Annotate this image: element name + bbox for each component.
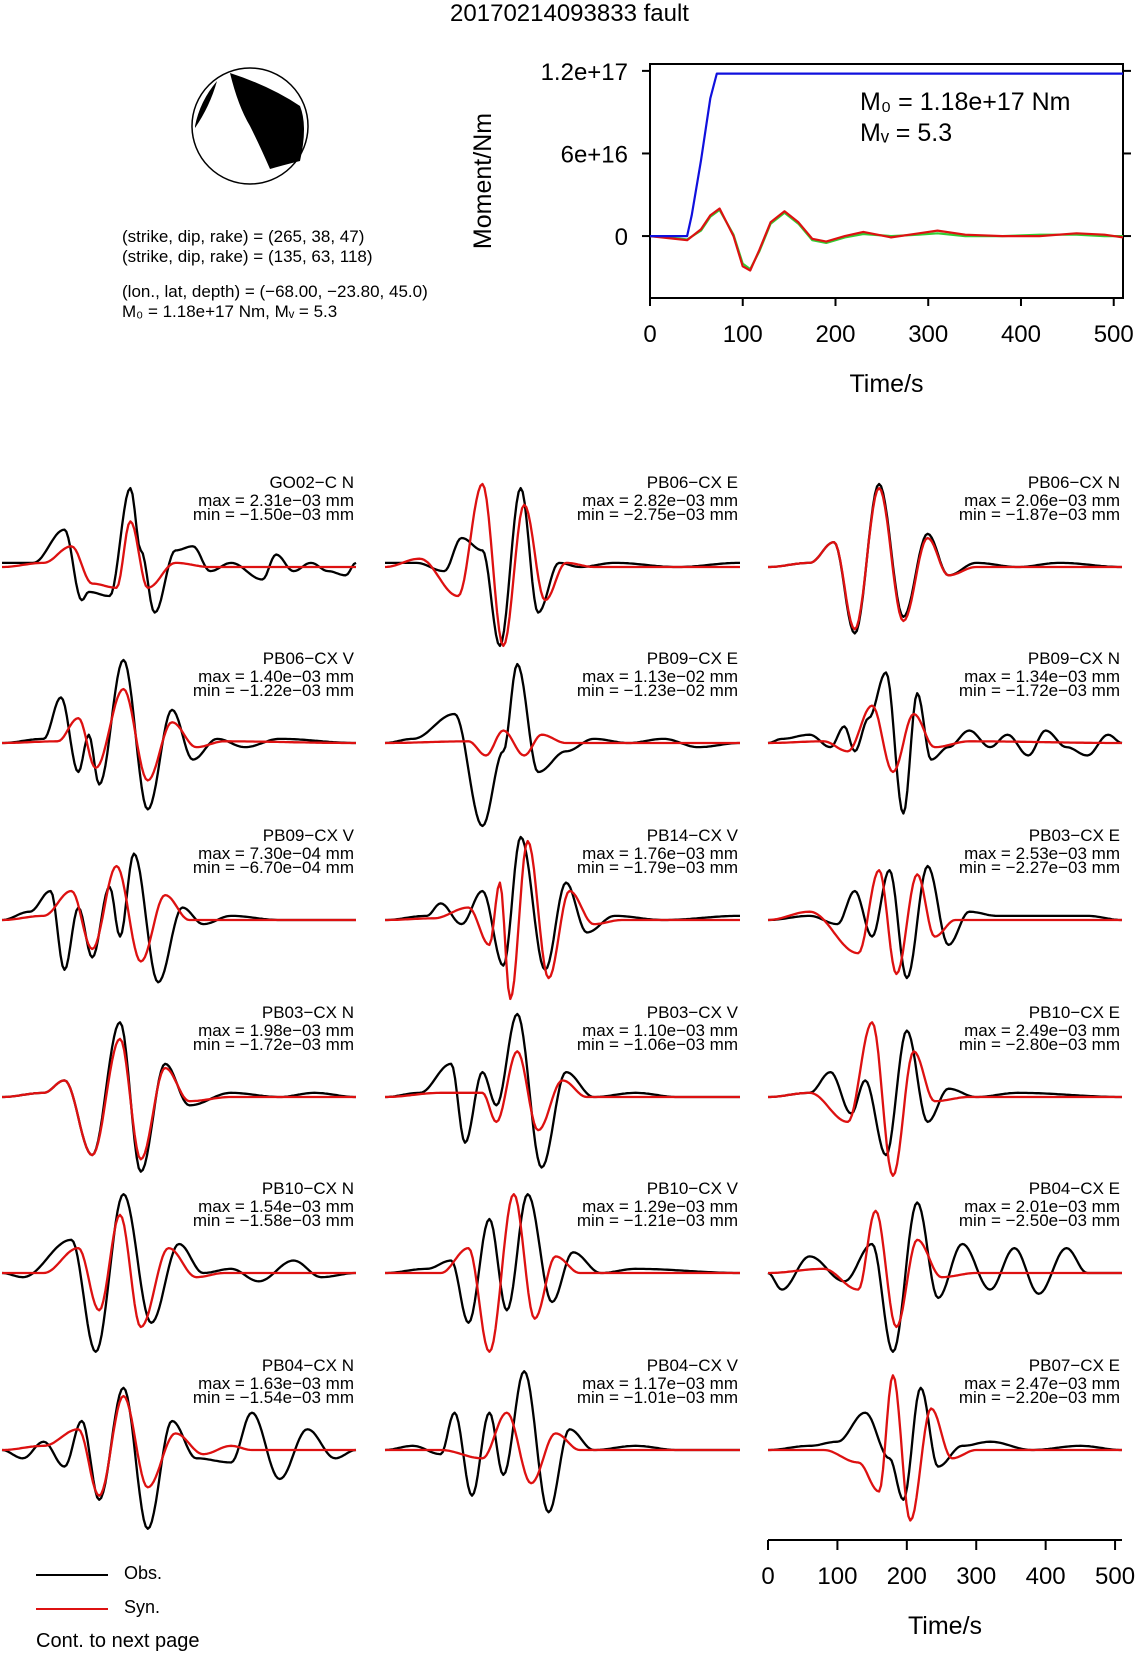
y-tick-label: 1.2e+17 — [540, 58, 628, 86]
y-tick-label: 0 — [614, 224, 628, 252]
station-min: min = −1.58e−03 mm — [192, 1211, 354, 1230]
obs-trace — [2, 1388, 356, 1529]
station-min: min = −1.22e−03 mm — [192, 681, 354, 700]
syn-trace — [2, 1215, 356, 1327]
syn-trace — [2, 689, 356, 780]
time-tick-label: 200 — [886, 1563, 927, 1590]
station-panel — [768, 473, 1122, 633]
nodal-plane-2: (strike, dip, rake) = (135, 63, 118) — [122, 247, 373, 266]
time-tick-label: 0 — [761, 1563, 775, 1590]
station-max: max = 2.82e−03 mm — [582, 491, 738, 510]
y-axis-label: Moment/Nm — [469, 112, 497, 250]
station-panel — [385, 649, 740, 826]
station-name: GO02−C N — [269, 473, 354, 492]
station-max: max = 2.49e−03 mm — [964, 1021, 1120, 1040]
obs-trace — [768, 866, 1122, 978]
station-min: min = −1.79e−03 mm — [576, 858, 738, 877]
station-panel — [768, 826, 1122, 978]
station-min: min = −2.50e−03 mm — [958, 1211, 1120, 1230]
station-name: PB06−CX V — [262, 649, 354, 668]
time-tick-label: 400 — [1025, 1563, 1066, 1590]
station-name: PB06−CX E — [646, 473, 738, 492]
x-tick-label: 500 — [1093, 321, 1134, 348]
station-panel — [385, 1356, 740, 1512]
time-axis-label: Time/s — [907, 1612, 983, 1640]
station-panel — [2, 1003, 356, 1172]
x-tick-label: 400 — [1000, 321, 1042, 348]
station-panel — [768, 1179, 1122, 1352]
station-panel — [768, 1003, 1122, 1176]
y-tick-label: 6e+16 — [560, 141, 628, 169]
syn-trace — [768, 870, 1122, 974]
station-name: PB07−CX E — [1028, 1356, 1120, 1375]
station-panel — [385, 826, 740, 999]
time-tick-label: 500 — [1095, 1563, 1136, 1590]
station-panel — [2, 826, 356, 982]
station-max: max = 2.53e−03 mm — [964, 844, 1120, 863]
station-name: PB04−CX V — [646, 1356, 738, 1375]
station-name: PB03−CX E — [1028, 826, 1120, 845]
station-max: max = 1.13e−02 mm — [582, 667, 738, 686]
station-max: max = 1.76e−03 mm — [582, 844, 738, 863]
station-min: min = −2.20e−03 mm — [958, 1388, 1120, 1407]
page-title: 20170214093833 fault — [450, 0, 689, 27]
station-panel — [768, 1356, 1122, 1521]
station-name: PB09−CX V — [262, 826, 354, 845]
syn-line-swatch — [36, 1608, 108, 1610]
syn-trace — [2, 1396, 356, 1496]
syn-trace — [2, 521, 356, 587]
annotation-mw: Mᵥ = 5.3 — [860, 119, 953, 147]
station-max: max = 1.54e−03 mm — [198, 1197, 354, 1216]
x-tick-label: 100 — [722, 321, 763, 348]
syn-label: Syn. — [124, 1597, 161, 1617]
station-panel — [2, 1356, 356, 1529]
station-max: max = 1.98e−03 mm — [198, 1021, 354, 1040]
station-min: min = −1.72e−03 mm — [958, 681, 1120, 700]
syn-trace — [2, 1039, 356, 1159]
station-name: PB04−CX E — [1028, 1179, 1120, 1198]
station-min: min = −1.21e−03 mm — [576, 1211, 738, 1230]
station-min: min = −1.06e−03 mm — [576, 1035, 738, 1054]
station-min: min = −1.72e−03 mm — [192, 1035, 354, 1054]
station-min: min = −1.23e−02 mm — [576, 681, 738, 700]
obs-line-swatch — [36, 1574, 108, 1576]
time-tick-label: 100 — [817, 1563, 858, 1590]
station-panel — [385, 1179, 740, 1352]
station-min: min = −6.70e−04 mm — [192, 858, 354, 877]
station-panel — [2, 649, 356, 809]
station-name: PB10−CX V — [646, 1179, 738, 1198]
moment-text: M₀ = 1.18e+17 Nm, Mᵥ = 5.3 — [122, 302, 338, 321]
x-tick-label: 0 — [643, 321, 657, 348]
station-max: max = 1.17e−03 mm — [582, 1374, 738, 1393]
station-min: min = −1.87e−03 mm — [958, 505, 1120, 524]
station-max: max = 1.29e−03 mm — [582, 1197, 738, 1216]
station-max: max = 2.47e−03 mm — [964, 1374, 1120, 1393]
station-name: PB03−CX V — [646, 1003, 738, 1022]
annotation-m0: M₀ = 1.18e+17 Nm — [860, 88, 1071, 116]
station-name: PB10−CX E — [1028, 1003, 1120, 1022]
station-name: PB03−CX N — [261, 1003, 354, 1022]
station-name: PB10−CX N — [261, 1179, 354, 1198]
station-panel — [768, 649, 1122, 814]
station-max: max = 2.31e−03 mm — [198, 491, 354, 510]
station-min: min = −2.80e−03 mm — [958, 1035, 1120, 1054]
station-min: min = −1.50e−03 mm — [192, 505, 354, 524]
x-tick-label: 300 — [908, 321, 949, 348]
syn-trace — [768, 706, 1122, 772]
nodal-plane-1: (strike, dip, rake) = (265, 38, 47) — [122, 227, 365, 246]
obs-label: Obs. — [124, 1563, 163, 1583]
location-text: (lon., lat, depth) = (−68.00, −23.80, 45.0) — [122, 282, 428, 301]
station-panel — [385, 473, 740, 646]
station-max: max = 2.06e−03 mm — [964, 491, 1120, 510]
syn-trace — [385, 1051, 740, 1130]
station-name: PB09−CX E — [646, 649, 738, 668]
station-name: PB14−CX V — [646, 826, 738, 845]
x-tick-label: 200 — [815, 321, 856, 348]
station-max: max = 2.01e−03 mm — [964, 1197, 1120, 1216]
station-max: max = 1.63e−03 mm — [198, 1374, 354, 1393]
station-max: max = 1.34e−03 mm — [964, 667, 1120, 686]
station-min: min = −2.75e−03 mm — [576, 505, 738, 524]
station-max: max = 7.30e−04 mm — [198, 844, 354, 863]
station-name: PB04−CX N — [261, 1356, 354, 1375]
station-name: PB09−CX N — [1027, 649, 1120, 668]
station-max: max = 1.40e−03 mm — [198, 667, 354, 686]
time-tick-label: 300 — [956, 1563, 997, 1590]
station-min: min = −2.27e−03 mm — [958, 858, 1120, 877]
station-max: max = 1.10e−03 mm — [582, 1021, 738, 1040]
station-panel — [385, 1003, 740, 1168]
continuation-note: Cont. to next page — [36, 1630, 200, 1652]
station-panel — [2, 473, 356, 613]
station-min: min = −1.01e−03 mm — [576, 1388, 738, 1407]
station-panel — [2, 1179, 356, 1352]
station-name: PB06−CX N — [1027, 473, 1120, 492]
x-axis-label: Time/s — [849, 370, 924, 398]
station-min: min = −1.54e−03 mm — [192, 1388, 354, 1407]
